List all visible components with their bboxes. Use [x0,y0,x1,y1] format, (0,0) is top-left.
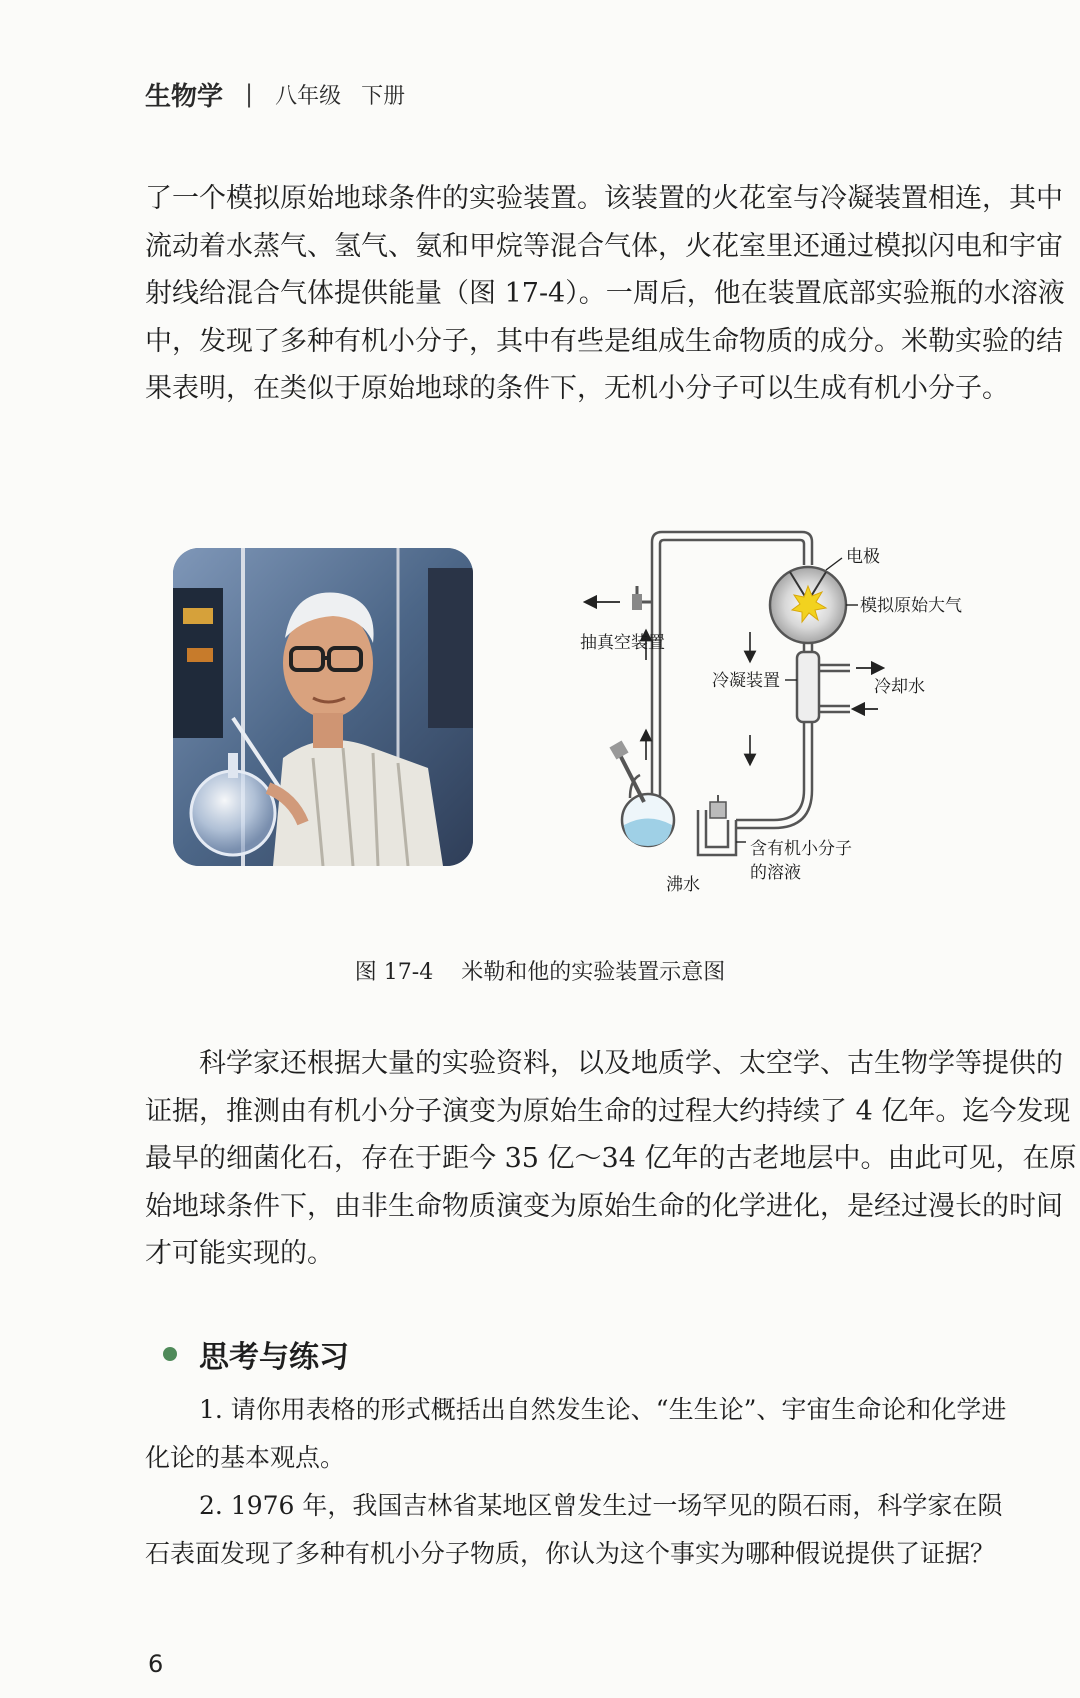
paragraph-chemical-evolution [145,1040,1077,1278]
text-line: 化论的基本观点。 [145,1443,346,1472]
bullet-icon [163,1347,177,1361]
text-line: 才可能实现的。 [145,1238,334,1269]
label-solution-line1: 含有机小分子 [750,839,852,859]
label-electrode: 电极 [846,547,880,567]
header-volume: 下册 [361,83,406,109]
text-line: 证据，推测由有机小分子演变为原始生命的过程大约持续了 4 亿年。迄今发现 [145,1095,1071,1127]
label-condenser: 冷凝装置 [712,671,780,691]
label-boiling-water: 沸水 [666,875,700,895]
miller-photo-illustration [173,548,473,866]
exercises-title: 思考与练习 [199,1340,349,1375]
paragraph-miller-experiment [145,175,1065,413]
text-line: 2. 1976 年，我国吉林省某地区曾发生过一场罕见的陨石雨，科学家在陨 [199,1491,1003,1520]
text-line: 始地球条件下，由非生命物质演变为原始生命的化学进化，是经过漫长的时间 [145,1190,1063,1222]
text-line: 科学家还根据大量的实验资料，以及地质学、太空学、古生物学等提供的 [199,1048,1063,1079]
exercises-heading [163,1332,349,1376]
header-subject: 生物学 [145,81,224,112]
text-line: 最早的细菌化石，存在于距今 35 亿～34 亿年的古老地层中。由此可见，在原 [145,1143,1077,1174]
label-cooling-water: 冷却水 [874,677,925,697]
text-line: 中，发现了多种有机小分子，其中有些是组成生命物质的成分。米勒实验的结 [145,325,1063,357]
text-line: 1. 请你用表格的形式概括出自然发生论、“生生论”、宇宙生命论和化学进 [199,1395,1007,1424]
header-grade: 八年级 [275,83,342,109]
apparatus-diagram-svg [560,520,1030,920]
page-number: 6 [148,1650,164,1678]
exercise-question-2 [145,1482,1025,1578]
exercise-question-1 [145,1386,1025,1482]
running-header [145,74,405,114]
label-solution-line2: 的溶液 [750,863,801,883]
figure-number: 图 17-4 [354,960,434,985]
header-separator: | [245,80,254,108]
text-line: 果表明，在类似于原始地球的条件下，无机小分子可以生成有机小分子。 [145,373,1009,404]
label-simulated-atmosphere: 模拟原始大气 [860,596,962,616]
miller-photo [173,548,473,866]
figure-caption-text: 米勒和他的实验装置示意图 [461,960,726,985]
figure-caption [0,955,1080,986]
label-vacuum-device: 抽真空装置 [580,633,665,653]
text-line: 石表面发现了多种有机小分子物质，你认为这个事实为哪种假说提供了证据？ [145,1539,996,1568]
text-line: 流动着水蒸气、氢气、氨和甲烷等混合气体，火花室里还通过模拟闪电和宇宙 [145,230,1063,262]
text-line: 了一个模拟原始地球条件的实验装置。该装置的火花室与冷凝装置相连，其中 [145,183,1063,214]
apparatus-diagram [560,520,1030,920]
text-line: 射线给混合气体提供能量（图 17-4）。一周后，他在装置底部实验瓶的水溶液 [145,278,1065,309]
